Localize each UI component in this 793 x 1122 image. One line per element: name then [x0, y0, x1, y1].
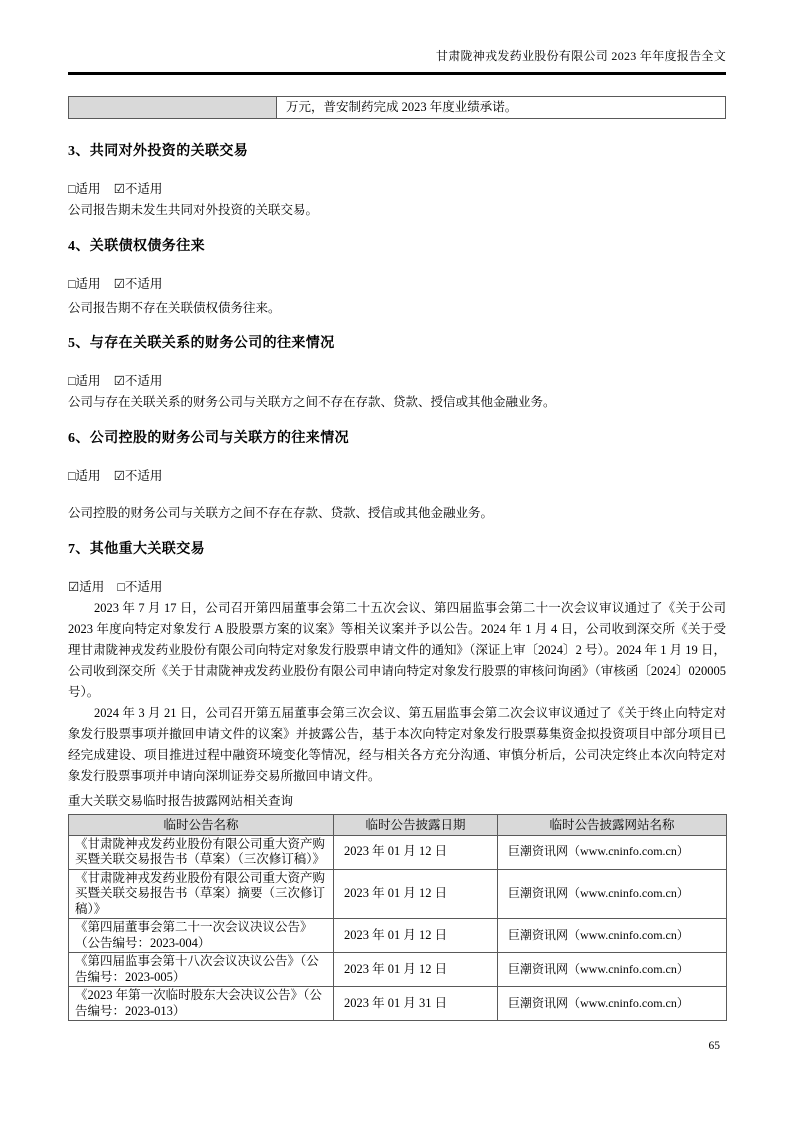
applicability-line [68, 373, 726, 390]
table-row [69, 96, 726, 118]
applicable-checkbox: ☑适用 [68, 579, 105, 594]
not-applicable-checkbox: ☑不适用 [113, 373, 163, 388]
report-header-title: 甘肃陇神戎发药业股份有限公司 2023 年年度报告全文 [435, 49, 726, 63]
applicability-line [68, 579, 726, 596]
column-header-announcement-name: 临时公告名称 [69, 814, 334, 835]
carryover-text-cell: 万元，普安制药完成 2023 年度业绩承诺。 [277, 96, 726, 118]
section-paragraph: 公司报告期不存在关联债权债务往来。 [68, 300, 281, 315]
disclosure-table [68, 814, 727, 1022]
carryover-label-cell [69, 96, 277, 118]
disclosure-date: 2023 年 01 月 12 日 [334, 953, 498, 987]
section-paragraph: 公司报告期未发生共同对外投资的关联交易。 [68, 202, 319, 217]
disclosure-site: 巨潮资讯网（www.cninfo.com.cn） [498, 835, 727, 869]
announcement-name: 《甘肃陇神戎发药业股份有限公司重大资产购买暨关联交易报告书（草案）摘要（三次修订稿）》 [69, 869, 334, 919]
table-row [69, 919, 727, 953]
section-5 [68, 335, 726, 411]
not-applicable-checkbox: ☑不适用 [113, 181, 163, 196]
disclosure-date: 2023 年 01 月 12 日 [334, 919, 498, 953]
section-3 [68, 143, 726, 219]
applicable-checkbox: □适用 [68, 181, 101, 196]
table-row [69, 987, 727, 1021]
disclosure-site: 巨潮资讯网（www.cninfo.com.cn） [498, 869, 727, 919]
header-divider [68, 72, 726, 75]
section-heading: 7、其他重大关联交易 [68, 541, 205, 557]
column-header-disclosure-site: 临时公告披露网站名称 [498, 814, 727, 835]
section-paragraph: 公司与存在关联关系的财务公司与关联方之间不存在存款、贷款、授信或其他金融业务。 [68, 394, 556, 409]
section-heading: 5、与存在关联关系的财务公司的往来情况 [68, 335, 335, 351]
disclosure-date: 2023 年 01 月 12 日 [334, 835, 498, 869]
applicability-line [68, 276, 726, 293]
disclosure-site: 巨潮资讯网（www.cninfo.com.cn） [498, 919, 727, 953]
disclosure-date: 2023 年 01 月 12 日 [334, 869, 498, 919]
applicable-checkbox: □适用 [68, 373, 101, 388]
page-number: 65 [708, 1040, 720, 1052]
section-paragraph: 2023 年 7 月 17 日，公司召开第四届董事会第二十五次会议、第四届监事会第二十一次会议审议通过了《关于公司 2023 年度向特定对象发行 A 股股票方案的议案》等相关议案并予以公告。2024 年 1 月 4 日，公司收到深交所《关于受理甘肃陇神戎发药业股份有限公司向特定对象发行股票申请文件的通知》（深证上审〔2024〕2 号）。2024 年 1 月 19 日，公司收到深交所《关于甘肃陇神戎发药业股份有限公司申请向特定对象发行股票的审核问询函》（审核函〔2024〕020005 号）。 [68, 600, 726, 699]
section-heading: 3、共同对外投资的关联交易 [68, 143, 249, 159]
announcement-name: 《2023 年第一次临时股东大会决议公告》（公告编号：2023-013） [69, 987, 334, 1021]
not-applicable-checkbox: ☑不适用 [113, 468, 163, 483]
disclosure-site: 巨潮资讯网（www.cninfo.com.cn） [498, 987, 727, 1021]
disclosure-date: 2023 年 01 月 31 日 [334, 987, 498, 1021]
table-row [69, 835, 727, 869]
section-paragraph: 公司控股的财务公司与关联方之间不存在存款、贷款、授信或其他金融业务。 [68, 505, 494, 520]
table-row [69, 869, 727, 919]
disclosure-table-caption: 重大关联交易临时报告披露网站相关查询 [68, 793, 294, 808]
applicable-checkbox: □适用 [68, 468, 101, 483]
section-6 [68, 430, 726, 522]
page-content [68, 0, 726, 1021]
column-header-disclosure-date: 临时公告披露日期 [334, 814, 498, 835]
section-heading: 4、关联债权债务往来 [68, 238, 205, 254]
table-header-row [69, 814, 727, 835]
not-applicable-checkbox: □不适用 [117, 579, 163, 594]
table-row [69, 953, 727, 987]
carryover-table [68, 96, 726, 119]
section-7 [68, 541, 726, 787]
section-4 [68, 238, 726, 317]
section-heading: 6、公司控股的财务公司与关联方的往来情况 [68, 430, 349, 446]
disclosure-site: 巨潮资讯网（www.cninfo.com.cn） [498, 953, 727, 987]
announcement-name: 《甘肃陇神戎发药业股份有限公司重大资产购买暨关联交易报告书（草案）（三次修订稿）》 [69, 835, 334, 869]
not-applicable-checkbox: ☑不适用 [113, 276, 163, 291]
announcement-name: 《第四届董事会第二十一次会议决议公告》（公告编号：2023-004） [69, 919, 334, 953]
applicability-line [68, 181, 726, 198]
section-paragraph: 2024 年 3 月 21 日，公司召开第五届董事会第三次会议、第五届监事会第二次会议审议通过了《关于终止向特定对象发行股票事项并撤回申请文件的议案》并披露公告，基于本次向特定对象发行股票募集资金拟投资项目中部分项目已经完成建设、项目推进过程中融资环境变化等情况，经与相关各方充分沟通、审慎分析后，公司决定终止本次向特定对象发行股票事项并申请向深圳证券交易所撤回申请文件。 [68, 705, 726, 783]
announcement-name: 《第四届监事会第十八次会议决议公告》（公告编号：2023-005） [69, 953, 334, 987]
applicable-checkbox: □适用 [68, 276, 101, 291]
applicability-line [68, 468, 726, 485]
